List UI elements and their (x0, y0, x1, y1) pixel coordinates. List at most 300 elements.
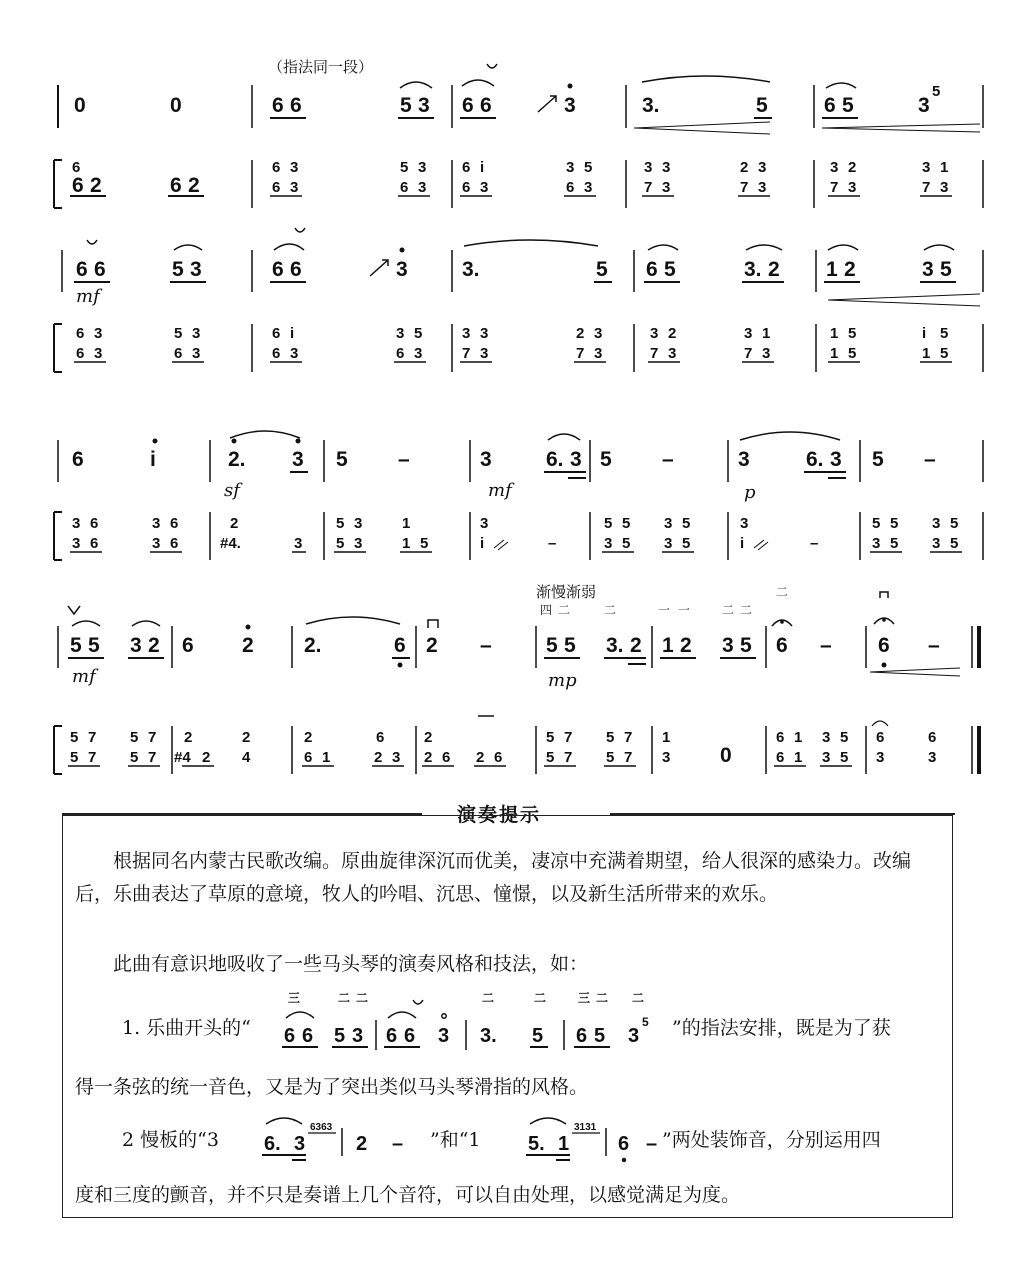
string-mark: 二 (534, 991, 547, 1005)
accomp-bot: 3 (876, 749, 885, 766)
example2-continuation: 度和三度的颤音，并不只是奏谱上几个音符，可以自由处理，以感觉满足为度。 (75, 1184, 741, 1206)
accomp-bot: 5 (848, 345, 857, 362)
accomp-top: 3 (396, 325, 405, 342)
note: 3 (438, 1025, 450, 1047)
example1-continuation: 得一条弦的统一音色，又是为了突出类似马头琴滑指的风格。 (75, 1076, 589, 1098)
note: 3 (396, 258, 408, 281)
dash: – (662, 448, 674, 471)
note: 0 (170, 94, 182, 117)
note: 3 (570, 448, 582, 471)
accomp-top: 5 (950, 515, 959, 532)
accomp-bot: 6 (494, 749, 503, 766)
accomp-bot: 2 (188, 174, 200, 197)
note: 3 (738, 448, 750, 471)
system-4 (54, 583, 979, 774)
accomp-bot: 6 (72, 174, 84, 197)
accomp-top: 5 (890, 515, 899, 532)
grace-notes: 6363 (310, 1122, 333, 1133)
accomp-top: 6 (376, 729, 385, 746)
accomp-top: 5 (682, 515, 691, 532)
accomp-top: 3 (192, 325, 201, 342)
fingering-note: （指法同一段） (268, 58, 374, 76)
note: 1 (826, 258, 838, 281)
accomp-top: 3 (922, 159, 931, 176)
note: 6 (480, 94, 492, 117)
glide-arrow (370, 260, 388, 276)
accomp-top: 3 (418, 159, 427, 176)
decrescendo (822, 124, 980, 132)
accomp-top: 5 (604, 515, 613, 532)
accomp-bot: 3 (94, 345, 103, 362)
accomp-bot: 3 (480, 345, 489, 362)
note: 6 (290, 258, 302, 281)
note: 3 (294, 1133, 306, 1155)
slur (828, 245, 858, 250)
bow-mark (68, 606, 80, 614)
note: 6 (776, 634, 788, 657)
accomp-bot: 7 (88, 749, 97, 766)
dot-low (882, 663, 887, 668)
crescendo (634, 122, 770, 134)
note: 3 (130, 634, 142, 657)
accomp-top: i (290, 325, 295, 342)
accomp-top: 1 (662, 729, 671, 746)
dash: – (646, 1133, 658, 1155)
accomp-bot: 3 (152, 535, 161, 552)
accomp-top: 2 (242, 729, 251, 746)
note: 5 (872, 448, 884, 471)
tips-para1-text: 根据同名内蒙古民歌改编。原曲旋律深沉而优美，凄凉中充满着期望，给人很深的感染力。改编后，乐曲表达了草原的意境，牧人的吟唱、沉思、憧憬，以及新生活所带来的欢乐。 (75, 850, 912, 905)
slur (924, 245, 954, 250)
accomp-bot: #4 (174, 749, 191, 766)
accomp-bot: 3 (392, 749, 401, 766)
dot-high (400, 248, 405, 253)
accomp-top: 2 (184, 729, 193, 746)
dash: – (924, 448, 936, 471)
accomp-bot: 7 (922, 179, 931, 196)
slur (648, 245, 678, 250)
accomp-bot: 5 (70, 749, 79, 766)
note: 6 (290, 94, 302, 117)
note: 3. (744, 258, 762, 281)
accomp-top: 1 (830, 325, 839, 342)
accomp-bot: 6 (442, 749, 451, 766)
accomp-bot: 5 (546, 749, 555, 766)
slur (132, 621, 160, 626)
note: 6 (576, 1025, 588, 1047)
accomp-top: 3 (932, 515, 941, 532)
accomp-bot: 6 (90, 535, 99, 552)
accomp-bot: 2 (90, 174, 102, 197)
accomp-top: i (480, 159, 485, 176)
note: 5 (842, 94, 854, 117)
accomp-bot: 2 (374, 749, 383, 766)
dynamic-p: p (744, 482, 756, 503)
accomp-top: 5 (174, 325, 183, 342)
note: 2 (426, 634, 438, 657)
accomp-bot: 3 (290, 345, 299, 362)
tempo-text: 渐慢渐弱 (536, 583, 597, 601)
accomp-bot: 7 (148, 749, 157, 766)
example2-lead: 2 慢板的“3 (122, 1129, 219, 1151)
accomp-bot: 3 (418, 179, 427, 196)
accomp-bot: 3 (662, 179, 671, 196)
accomp-top: 3 (662, 159, 671, 176)
accomp-bot: 3 (872, 535, 881, 552)
accomp-top: 7 (88, 729, 97, 746)
note: 5 (532, 1025, 544, 1047)
note: 5 (172, 258, 184, 281)
note: 3 (722, 634, 734, 657)
dash: – (820, 634, 832, 657)
note: 5 (564, 634, 576, 657)
accomp-bot: 7 (744, 345, 753, 362)
accomp-bot: 6 (396, 345, 405, 362)
accomp-bot: 3 (72, 535, 81, 552)
accomp-top: 3 (480, 515, 489, 532)
accomp-top: 1 (762, 325, 771, 342)
note: 2 (242, 634, 254, 657)
accomp-top: 1 (402, 515, 411, 532)
accomp-top: 6 (876, 729, 885, 746)
note: 5 (756, 94, 768, 117)
accomp-bot: 7 (624, 749, 633, 766)
string-mark: 三 (288, 991, 301, 1005)
fermata-dot (780, 620, 784, 624)
accomp-top: 3 (354, 515, 363, 532)
accomp-top: 5 (840, 729, 849, 746)
note: 6 (462, 94, 474, 117)
string-mark: 二 (776, 585, 789, 599)
string-mark: 四 (540, 603, 553, 617)
slur (746, 245, 782, 250)
note: 0 (74, 94, 86, 117)
accomp-top: 3 (290, 159, 299, 176)
note: 3 (922, 258, 934, 281)
note: 3 (418, 94, 430, 117)
note: 3 (918, 94, 930, 117)
accomp-bot: 7 (576, 345, 585, 362)
accomp-bot: 5 (950, 535, 959, 552)
accomp-bot: 3 (414, 345, 423, 362)
accomp-top: 6 (170, 515, 179, 532)
accomp-top: 5 (606, 729, 615, 746)
system-1 (54, 58, 983, 208)
accomp-bot: 3 (848, 179, 857, 196)
note: 3 (292, 448, 304, 471)
string-mark: 二 (632, 991, 645, 1005)
note: 3 (480, 448, 492, 471)
note: 6 (404, 1025, 416, 1047)
accomp-top: 7 (564, 729, 573, 746)
note: 2 (630, 634, 642, 657)
accomp-bot: 5 (420, 535, 429, 552)
string-mark: 二 (558, 603, 571, 617)
note: 5 (546, 634, 558, 657)
accomp-bot: 3 (662, 749, 671, 766)
system-2 (54, 228, 983, 372)
note: 3. (606, 634, 624, 657)
note: 2 (356, 1133, 368, 1155)
string-mark: 一 (678, 603, 691, 617)
accomp-bot: 1 (402, 535, 411, 552)
dynamic-sf: sf (224, 480, 240, 501)
accomp-top: 3 (664, 515, 673, 532)
accomp-bot: 3 (928, 749, 937, 766)
fermata (872, 721, 888, 726)
accomp-bot: 3 (932, 535, 941, 552)
tremolo-mark (754, 540, 768, 550)
accomp-bot: i (740, 535, 745, 552)
accomp-bot: 3 (604, 535, 613, 552)
note: 3 (564, 94, 576, 117)
accomp-top: 6 (72, 159, 81, 176)
bow-mark (880, 592, 888, 598)
note: 3 (830, 448, 842, 471)
accomp-bot: 3 (192, 345, 201, 362)
accomp-bot: 5 (940, 345, 949, 362)
accomp-top: 3 (462, 325, 471, 342)
accomp-top: 5 (872, 515, 881, 532)
accomp-top: 5 (940, 325, 949, 342)
slur (72, 621, 100, 626)
slur (400, 82, 432, 88)
accomp-bot: 5 (682, 535, 691, 552)
tips-paragraph-2 (75, 948, 945, 981)
tremolo-mark (494, 540, 508, 550)
accomp-top: 3 (650, 325, 659, 342)
accomp-top: 3 (480, 325, 489, 342)
dot-low (398, 663, 403, 668)
slur (548, 434, 580, 440)
accomp-top: 5 (414, 325, 423, 342)
accomp-bot: 2 (476, 749, 485, 766)
tips-title: 演奏提示 (457, 804, 542, 826)
accomp-bot: 7 (650, 345, 659, 362)
accomp-bot: 6 (272, 179, 281, 196)
accomp-bot: 7 (462, 345, 471, 362)
grace-notes: 3131 (574, 1122, 597, 1133)
string-mark: 二 (740, 603, 753, 617)
dynamic-mp: mp (548, 670, 577, 691)
accomp-top: 6 (928, 729, 937, 746)
accomp-bot: 6 (170, 174, 182, 197)
slur (174, 245, 202, 250)
grace-note: 5 (642, 1015, 649, 1029)
accomp-top: 2 (668, 325, 677, 342)
example1-lead: 1. 乐曲开头的“ (122, 1017, 251, 1039)
note: 2 (148, 634, 160, 657)
dot-high (296, 439, 301, 444)
note: 1 (662, 634, 674, 657)
note: 5 (594, 1025, 606, 1047)
accomp-bot: 5 (606, 749, 615, 766)
crescendo (828, 294, 980, 306)
note: 5 (596, 258, 608, 281)
dot-high (246, 625, 251, 630)
accomp-bot: 6 (170, 535, 179, 552)
note: 3. (462, 258, 480, 281)
harmonic-mark (87, 240, 97, 244)
string-mark: 三 (578, 991, 591, 1005)
accomp-bot: 3 (668, 345, 677, 362)
accomp-top: 6 (76, 325, 85, 342)
example1-tail: ”的指法安排，既是为了获 (672, 1017, 891, 1039)
accomp-top: 6 (462, 159, 471, 176)
tips-paragraph-1 (75, 845, 945, 911)
accomp-bot: 7 (830, 179, 839, 196)
note: 2 (844, 258, 856, 281)
accomp-top: 3 (72, 515, 81, 532)
accomp-bot: 4 (242, 749, 251, 766)
accomp-top: 5 (336, 515, 345, 532)
accomp-bot: 3 (758, 179, 767, 196)
accomp-top: 6 (272, 159, 281, 176)
accomp-bot: 2 (202, 749, 211, 766)
note: 6. (264, 1133, 281, 1155)
accomp-bot: 1 (322, 749, 331, 766)
rest: 0 (720, 744, 732, 767)
string-mark: 二 (722, 603, 735, 617)
string-mark: 一 (658, 603, 671, 617)
accomp-bot: i (480, 535, 485, 552)
note: 5 (740, 634, 752, 657)
accomp-top: 3 (740, 515, 749, 532)
accomp-top: 5 (546, 729, 555, 746)
accomp-bot: 3 (664, 535, 673, 552)
accomp-top: 5 (400, 159, 409, 176)
accomp-bot: 3 (762, 345, 771, 362)
note: 5 (600, 448, 612, 471)
accomp-bot: 6 (174, 345, 183, 362)
accomp-bot: 6 (400, 179, 409, 196)
tips-para2-text: 此曲有意识地吸收了一些马头琴的演奏风格和技法，如： (113, 953, 589, 975)
note: 2. (304, 634, 322, 657)
dash: – (480, 634, 492, 657)
note: 5 (940, 258, 952, 281)
accomp-top: 5 (622, 515, 631, 532)
accomp-bot: 3 (584, 179, 593, 196)
accomp-top: 7 (624, 729, 633, 746)
accomp-bot: 3 (480, 179, 489, 196)
accomp-bot: 5 (890, 535, 899, 552)
dash: – (398, 448, 410, 471)
bow-mark (428, 620, 438, 628)
note: i (150, 448, 156, 471)
accomp-top: 3 (566, 159, 575, 176)
dynamic-mf: mf (76, 286, 100, 307)
accomp-top: 5 (848, 325, 857, 342)
note: 6 (94, 258, 106, 281)
accomp-bot: 7 (740, 179, 749, 196)
accomp-bot: 3 (294, 535, 303, 552)
harmonic-mark (487, 64, 497, 68)
note: 1 (558, 1133, 570, 1155)
accomp-top: 3 (744, 325, 753, 342)
string-mark: 二 (482, 991, 495, 1005)
dot-high (153, 439, 158, 444)
note: 3. (642, 94, 660, 117)
accomp-bot: 7 (644, 179, 653, 196)
accomp-bot: 3 (290, 179, 299, 196)
accomp-dash: – (810, 535, 819, 552)
accomp-bot: 6 (76, 345, 85, 362)
accomp-bot: 5 (840, 749, 849, 766)
note: 6 (284, 1025, 296, 1047)
accomp-top: 5 (70, 729, 79, 746)
note: 6 (272, 258, 284, 281)
string-mark: 二 (338, 991, 351, 1005)
accomp-bot: 6 (776, 749, 785, 766)
system-3 (54, 431, 983, 560)
note: 3 (352, 1025, 364, 1047)
dash: – (392, 1133, 404, 1155)
accomp-dash: – (548, 535, 557, 552)
note: 3 (628, 1025, 640, 1047)
accomp-top: i (922, 325, 927, 342)
example2-tail: ”两处装饰音，分别运用四 (662, 1129, 881, 1151)
slur (642, 76, 770, 82)
string-mark: 二 (604, 603, 617, 617)
slur (740, 432, 840, 440)
accomp-top: 7 (148, 729, 157, 746)
accomp-bot: 5 (130, 749, 139, 766)
accomp-bot: 7 (564, 749, 573, 766)
example2-middle: ”和“1 (430, 1129, 481, 1151)
accomp-top: 1 (940, 159, 949, 176)
note: 2. (228, 448, 246, 471)
accomp-top: 5 (584, 159, 593, 176)
note: 5 (334, 1025, 346, 1047)
slur (306, 617, 400, 624)
accomp-top: 2 (576, 325, 585, 342)
accomp-top: 3 (822, 729, 831, 746)
accomp-top: 6 (776, 729, 785, 746)
accomp-top: 1 (794, 729, 803, 746)
accomp-top: 6 (272, 325, 281, 342)
accomp-bot: 3 (594, 345, 603, 362)
accomp-bot: 1 (830, 345, 839, 362)
string-mark: 二 (356, 991, 369, 1005)
accomp-bot: 3 (354, 535, 363, 552)
accomp-bot: 6 (304, 749, 313, 766)
dot-high (232, 439, 237, 444)
note: 6 (878, 634, 890, 657)
slur (230, 431, 300, 438)
note: 6 (646, 258, 658, 281)
accomp-top: 3 (94, 325, 103, 342)
accomp-top: 5 (130, 729, 139, 746)
note: 3 (190, 258, 202, 281)
note: 6 (272, 94, 284, 117)
accomp-top: 2 (230, 515, 239, 532)
dash: – (928, 634, 940, 657)
note: 6. (806, 448, 824, 471)
note: 5. (528, 1133, 545, 1155)
accomp-top: 2 (740, 159, 749, 176)
accomp-bot: 6 (272, 345, 281, 362)
note: 6 (76, 258, 88, 281)
note: 6 (386, 1025, 398, 1047)
accomp-top: 3 (830, 159, 839, 176)
accomp-bot: 6 (566, 179, 575, 196)
note: 5 (400, 94, 412, 117)
accomp-top: 2 (848, 159, 857, 176)
accomp-top: 3 (758, 159, 767, 176)
accomp-bot: #4. (220, 535, 241, 552)
note: 6 (824, 94, 836, 117)
accomp-bot: 3 (940, 179, 949, 196)
